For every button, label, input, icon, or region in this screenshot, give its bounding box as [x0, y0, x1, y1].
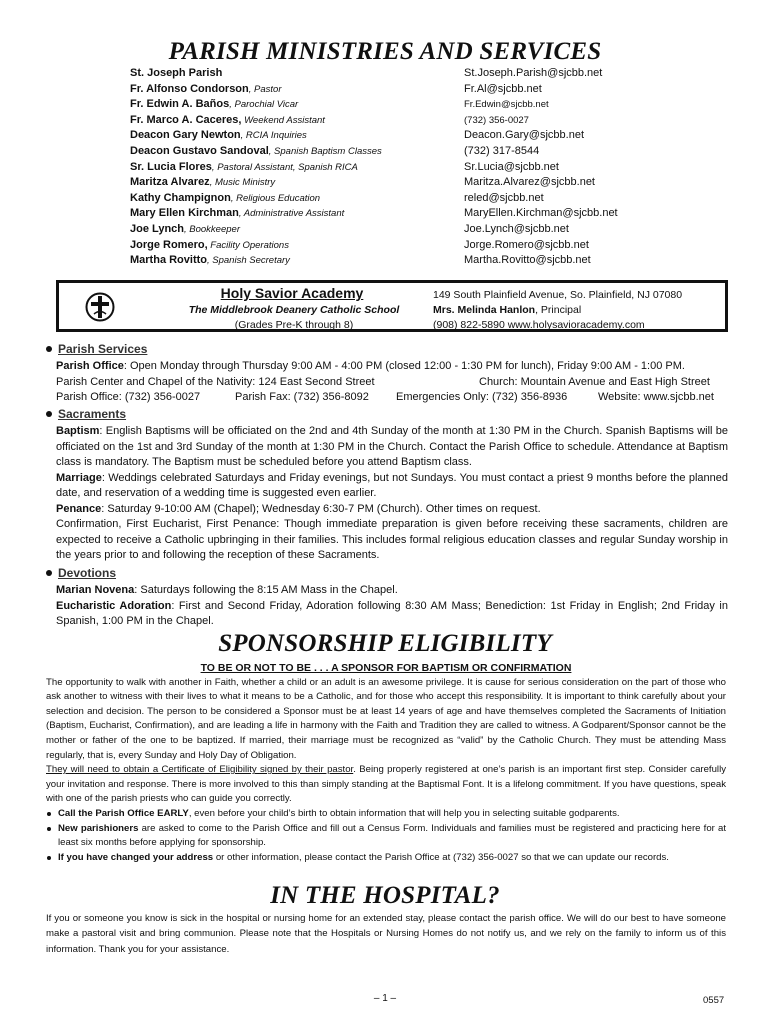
- sponsorship-list: [46, 807, 726, 865]
- staff-contact[interactable]: (732) 317-8544: [464, 144, 540, 157]
- staff-contact[interactable]: Fr.Al@sjcbb.net: [464, 82, 542, 95]
- staff-name: Kathy Champignon: [130, 191, 231, 204]
- staff-role: , Bookkeeper: [184, 223, 240, 235]
- list-item: New parishioners are asked to come to the Parish Office and fill out a Census Form. Individuals and families must be registered and practicing here for at least six months before applying for sponsorship.: [46, 822, 726, 851]
- staff-role: , Pastor: [248, 83, 282, 95]
- church-address: Church: Mountain Avenue and East High Street: [479, 375, 710, 388]
- staff-name: Deacon Gary Newton: [130, 129, 241, 142]
- staff-row: [130, 191, 650, 207]
- staff-contact[interactable]: Fr.Edwin@sjcbb.net: [464, 99, 549, 111]
- staff-contact[interactable]: Sr.Lucia@sjcbb.net: [464, 160, 559, 173]
- staff-row: [130, 97, 650, 113]
- staff-name: Deacon Gustavo Sandoval: [130, 144, 269, 157]
- novena-info: Marian Novena: Saturdays following the 8:15 AM Mass in the Chapel.: [56, 584, 398, 596]
- sacraments-section: [56, 424, 728, 564]
- hospital-title: IN THE HOSPITAL?: [270, 882, 500, 909]
- staff-role: , Music Ministry: [209, 177, 276, 189]
- staff-name: Martha Rovitto: [130, 254, 207, 267]
- parish-services-section: [56, 359, 728, 406]
- staff-role: , Spanish Secretary: [207, 255, 290, 267]
- staff-role: , Religious Education: [230, 192, 321, 204]
- baptism-info: Baptism: English Baptisms will be officiated on the 2nd and 4th Sunday of the month at 1:30 PM in the Church. Spanish Baptisms will be officiated on the 1st and 3rd Sunday of the month at 1:30 PM in the Church. Contact the Parish Office to schedule. Attendance at Baptism class is mandatory. The Baptism must be scheduled before you attend Baptism class.: [56, 425, 728, 468]
- staff-role: , Administrative Assistant: [238, 208, 345, 220]
- page-number: – 1 –: [373, 993, 397, 1004]
- website-link[interactable]: Website: www.sjcbb.net: [598, 391, 714, 403]
- staff-row: [130, 253, 650, 269]
- confirmation-info: Confirmation, First Eucharist, First Penance: Though immediate preparation is given before receiving these sacraments, children are expected to receive a Catholic upbringing in their families. This includes formal religious education classes and regular Sunday worship in the years prior to and following the reception of these Sacraments.: [56, 518, 728, 561]
- staff-row: [130, 66, 650, 82]
- adoration-info: Eucharistic Adoration: First and Second Friday, Adoration following 8:30 AM Mass; Benediction: 1st Friday in English; 2nd Friday in Spanish, 1:00 PM in the Chapel.: [56, 599, 728, 627]
- sponsorship-section: [46, 661, 726, 865]
- staff-row: [130, 238, 650, 254]
- academy-principal: Mrs. Melinda Hanlon, Principal: [433, 304, 582, 316]
- staff-name: Mary Ellen Kirchman: [130, 207, 239, 220]
- staff-role: Facility Operations: [207, 239, 289, 251]
- academy-name[interactable]: Holy Savior Academy: [220, 285, 364, 301]
- staff-contact[interactable]: Deacon.Gary@sjcbb.net: [464, 129, 585, 142]
- emergency-phone[interactable]: Emergencies Only: (732) 356-8936: [396, 391, 568, 403]
- staff-name: St. Joseph Parish: [130, 67, 223, 79]
- staff-contact[interactable]: reled@sjcbb.net: [464, 191, 544, 204]
- parish-services-heading: Parish Services: [46, 342, 147, 356]
- parish-office-hours: Parish Office: Open Monday through Thursday 9:00 AM - 4:00 PM (closed 12:00 - 1:30 PM for lunch), Friday 9:00 AM - 1:00 PM.: [56, 360, 685, 372]
- academy-address: 149 South Plainfield Avenue, So. Plainfield, NJ 07080: [433, 289, 683, 301]
- sponsorship-title: SPONSORSHIP ELIGIBILITY: [218, 630, 552, 657]
- staff-row: [130, 206, 650, 222]
- staff-contact[interactable]: Jorge.Romero@sjcbb.net: [464, 238, 589, 251]
- sacraments-heading: Sacraments: [46, 407, 126, 421]
- list-item: If you have changed your address or other information, please contact the Parish Office at (732) 356-0027 so that we can update our records.: [46, 851, 726, 866]
- penance-info: Penance: Saturday 9-10:00 AM (Chapel); Wednesday 6:30-7 PM (Church). Other times on request.: [56, 502, 541, 515]
- staff-row: [130, 82, 650, 98]
- bullet-icon: [46, 346, 52, 352]
- bullet-icon: [46, 570, 52, 576]
- staff-role: , Spanish Baptism Classes: [268, 145, 382, 157]
- sponsorship-subtitle: TO BE OR NOT TO BE . . . A SPONSOR FOR BAPTISM OR CONFIRMATION: [200, 662, 572, 674]
- staff-row: [130, 113, 650, 129]
- staff-role: Weekend Assistant: [241, 114, 325, 126]
- staff-row: [130, 160, 650, 176]
- staff-directory: [130, 66, 650, 269]
- staff-row: [130, 222, 650, 238]
- sponsorship-para-2: They will need to obtain a Certificate of Eligibility signed by their pastor. Being properly registered at one’s parish is an important first step. Consider carefully your invitation and response. There is more involved to this than simply standing at the Baptismal Font. It is a lifelong commitment. If you have questions, speak with one of the parish priests who can guide you correctly.: [46, 764, 726, 805]
- staff-role: , Parochial Vicar: [229, 99, 299, 111]
- staff-name: Fr. Marco A. Caceres,: [130, 113, 242, 126]
- staff-row: [130, 175, 650, 191]
- hospital-text: If you or someone you know is sick in the hospital or nursing home for an extended stay, please contact the parish office. We will do our best to have someone make a pastoral visit and bring communion. Please note that the Hospitals or Nursing Homes do not notify us, and we rely on the family to inform us of this information. Thank you for your assistance.: [46, 913, 726, 955]
- academy-grades: (Grades Pre-K through 8): [234, 319, 354, 331]
- staff-name: Joe Lynch: [130, 222, 184, 235]
- staff-role: , Pastoral Assistant, Spanish RICA: [211, 161, 358, 173]
- bullet-icon: [46, 411, 52, 417]
- staff-contact[interactable]: Martha.Rovitto@sjcbb.net: [464, 254, 591, 267]
- academy-contact: (908) 822-5890 www.holysavioracademy.com: [433, 319, 645, 331]
- cross-logo-icon: [85, 292, 115, 322]
- staff-contact[interactable]: MaryEllen.Kirchman@sjcbb.net: [464, 207, 618, 220]
- staff-contact[interactable]: (732) 356-0027: [464, 114, 529, 126]
- ministries-title: PARISH MINISTRIES AND SERVICES: [168, 38, 602, 65]
- parish-center-address: Parish Center and Chapel of the Nativity: 124 East Second Street: [56, 375, 375, 388]
- staff-name: Fr. Edwin A. Baños: [130, 98, 230, 111]
- staff-name: Fr. Alfonso Condorson: [130, 82, 249, 95]
- devotions-heading: Devotions: [46, 566, 116, 580]
- devotions-section: [56, 583, 728, 630]
- staff-contact[interactable]: Joe.Lynch@sjcbb.net: [464, 222, 569, 235]
- contacts-row: [56, 390, 728, 406]
- sponsorship-para-1: The opportunity to walk with another in Faith, whether a child or an adult is an awesome privilege. It is cause for serious consideration on the part of those who ask another to witness with their lives to what it means to be a Catholic, and for those who accept this responsibility. It is important to think carefully about your selection and decision. The person to be considered a Sponsor must be at least 14 years of age and have themselves completed the Sacraments of Initiation (Baptism, Eucharist, Confirmation), and are leading a life in harmony with the Faith and Tradition they are called to witness. A Godparent/Sponsor cannot be the mother or father of the one to be baptized. If married, their marriage must be recognized as “valid” by the Catholic Church. They must be attending Mass regularly, that is, every Sunday and Holy Day of Obligation.: [46, 676, 726, 761]
- office-fax: Parish Fax: (732) 356-8092: [235, 391, 369, 403]
- staff-contact[interactable]: St.Joseph.Parish@sjcbb.net: [464, 67, 603, 79]
- list-item: Call the Parish Office EARLY, even before your child’s birth to obtain information that will help you in selecting suitable godparents.: [46, 807, 726, 822]
- hospital-section: [46, 911, 726, 957]
- marriage-info: Marriage: Weddings celebrated Saturdays and Friday evenings, but not Sundays. You must contact a priest 9 months before the planned date, and reservation of a wedding time is suggested even earlier.: [56, 471, 728, 499]
- staff-row: [130, 144, 650, 160]
- staff-role: , RCIA Inquiries: [240, 130, 307, 142]
- office-phone[interactable]: Parish Office: (732) 356-0027: [56, 391, 201, 403]
- staff-contact[interactable]: Maritza.Alvarez@sjcbb.net: [464, 176, 595, 189]
- staff-name: Maritza Alvarez: [130, 176, 210, 189]
- staff-row: [130, 128, 650, 144]
- staff-name: Jorge Romero,: [130, 238, 208, 251]
- page-code: 0557: [703, 995, 725, 1006]
- academy-box: [56, 280, 728, 332]
- academy-deanery: The Middlebrook Deanery Catholic School: [188, 304, 400, 316]
- staff-name: Sr. Lucia Flores: [130, 160, 212, 173]
- locations-row: [56, 375, 728, 391]
